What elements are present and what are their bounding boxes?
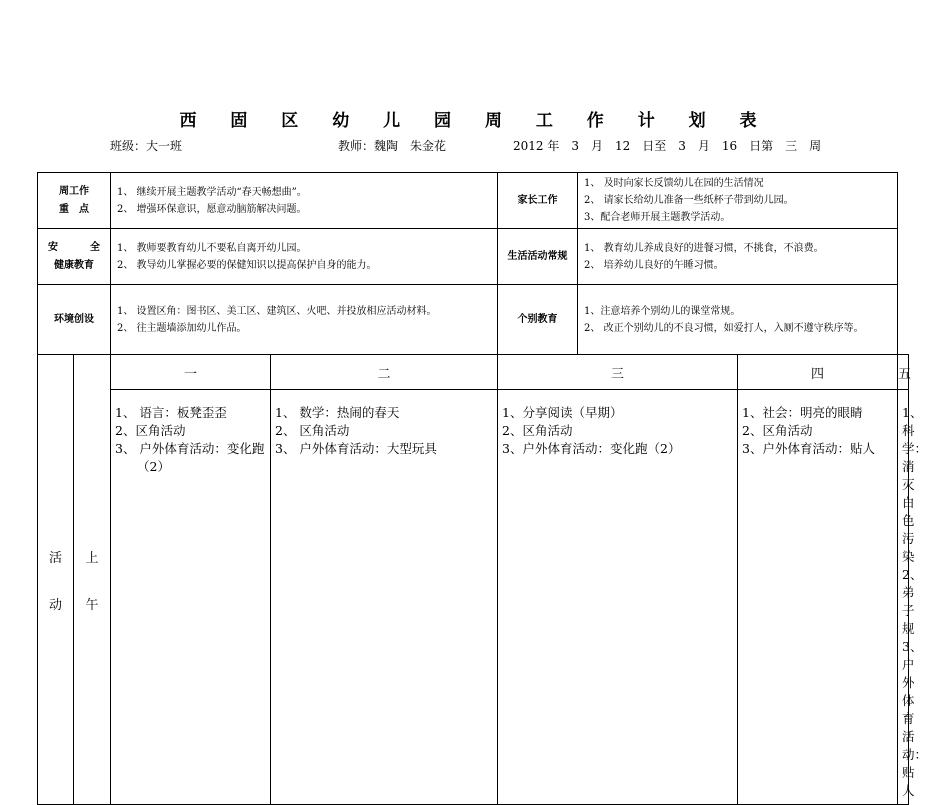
activity-wed: 1、分享阅读（早期） 2、区角活动 3、户外体育活动：变化跑（2） — [498, 390, 738, 805]
activity-thu: 1、社会：明亮的眼睛 2、区角活动 3、户外体育活动：贴人 — [738, 390, 898, 805]
teacher-label: 教师：魏陶 朱金花 — [338, 139, 447, 153]
weekly-focus-content: 1、 继续开展主题教学活动“春天畅想曲”。 2、 增强环保意识，愿意动脑筋解决问题。 — [111, 173, 498, 229]
daily-routine-label: 生活活动常规 — [498, 229, 578, 285]
safety-label-line1: 安 全 — [48, 241, 100, 253]
parent-work-label: 家长工作 — [498, 173, 578, 229]
activity-tue: 1、 数学：热闹的春天 2、 区角活动 3、 户外体育活动：大型玩具 — [271, 390, 498, 805]
row-environment — [38, 285, 909, 355]
weekly-focus-label: 周工作 重 点 — [38, 173, 111, 229]
row-safety — [38, 229, 909, 285]
activity-mon: 1、 语言：板凳歪歪 2、区角活动 3、 户外体育活动：变化跑（2） — [111, 390, 271, 805]
row-activity-items — [38, 390, 909, 805]
morning-label: 上 午 — [74, 355, 111, 805]
page-title: 西 固 区 幼 儿 园 周 工 作 计 划 表 — [179, 111, 771, 131]
day-header-fri: 五 — [898, 355, 909, 390]
individual-education-content: 1、注意培养个别幼儿的课堂常规。 2、 改正个别幼儿的不良习惯，如爱打人，入厕不遵守秩序等。 — [578, 285, 898, 355]
parent-work-content: 1、 及时向家长反馈幼儿在园的生活情况 2、 请家长给幼儿准备一些纸杯子带到幼儿园。 3、配合老师开展主题教学活动。 — [578, 173, 898, 229]
row-weekly-focus — [38, 173, 909, 229]
day-header-mon: 一 — [111, 355, 271, 390]
date-range: 2012 年 3 月 12 日至 3 月 16 日第 三 周 — [513, 139, 822, 153]
day-header-wed: 三 — [498, 355, 738, 390]
environment-label: 环境创设 — [38, 285, 111, 355]
day-header-thu: 四 — [738, 355, 898, 390]
environment-content: 1、 设置区角：图书区、美工区、建筑区、火吧、并投放相应活动材料。 2、 往主题墙添加幼儿作品。 — [111, 285, 498, 355]
day-header-tue: 二 — [271, 355, 498, 390]
row-activity-days — [38, 355, 909, 390]
activity-fri: 1、科学： 消灭白色污染 2、弟子规 3、户外体育活动：贴人 — [898, 390, 909, 805]
safety-label: 安 全 健康教育 — [38, 229, 111, 285]
plan-table — [37, 172, 928, 805]
daily-routine-content: 1、 教育幼儿养成良好的进餐习惯，不挑食，不浪费。 2、 培养幼儿良好的午睡习惯。 — [578, 229, 898, 285]
safety-content: 1、 教师要教育幼儿不要私自离开幼儿园。 2、 教导幼儿掌握必要的保健知识以提高保护自身的能力。 — [111, 229, 498, 285]
class-label: 班级：大一班 — [110, 139, 183, 153]
activity-label: 活 动 — [38, 355, 74, 805]
individual-education-label: 个别教育 — [498, 285, 578, 355]
